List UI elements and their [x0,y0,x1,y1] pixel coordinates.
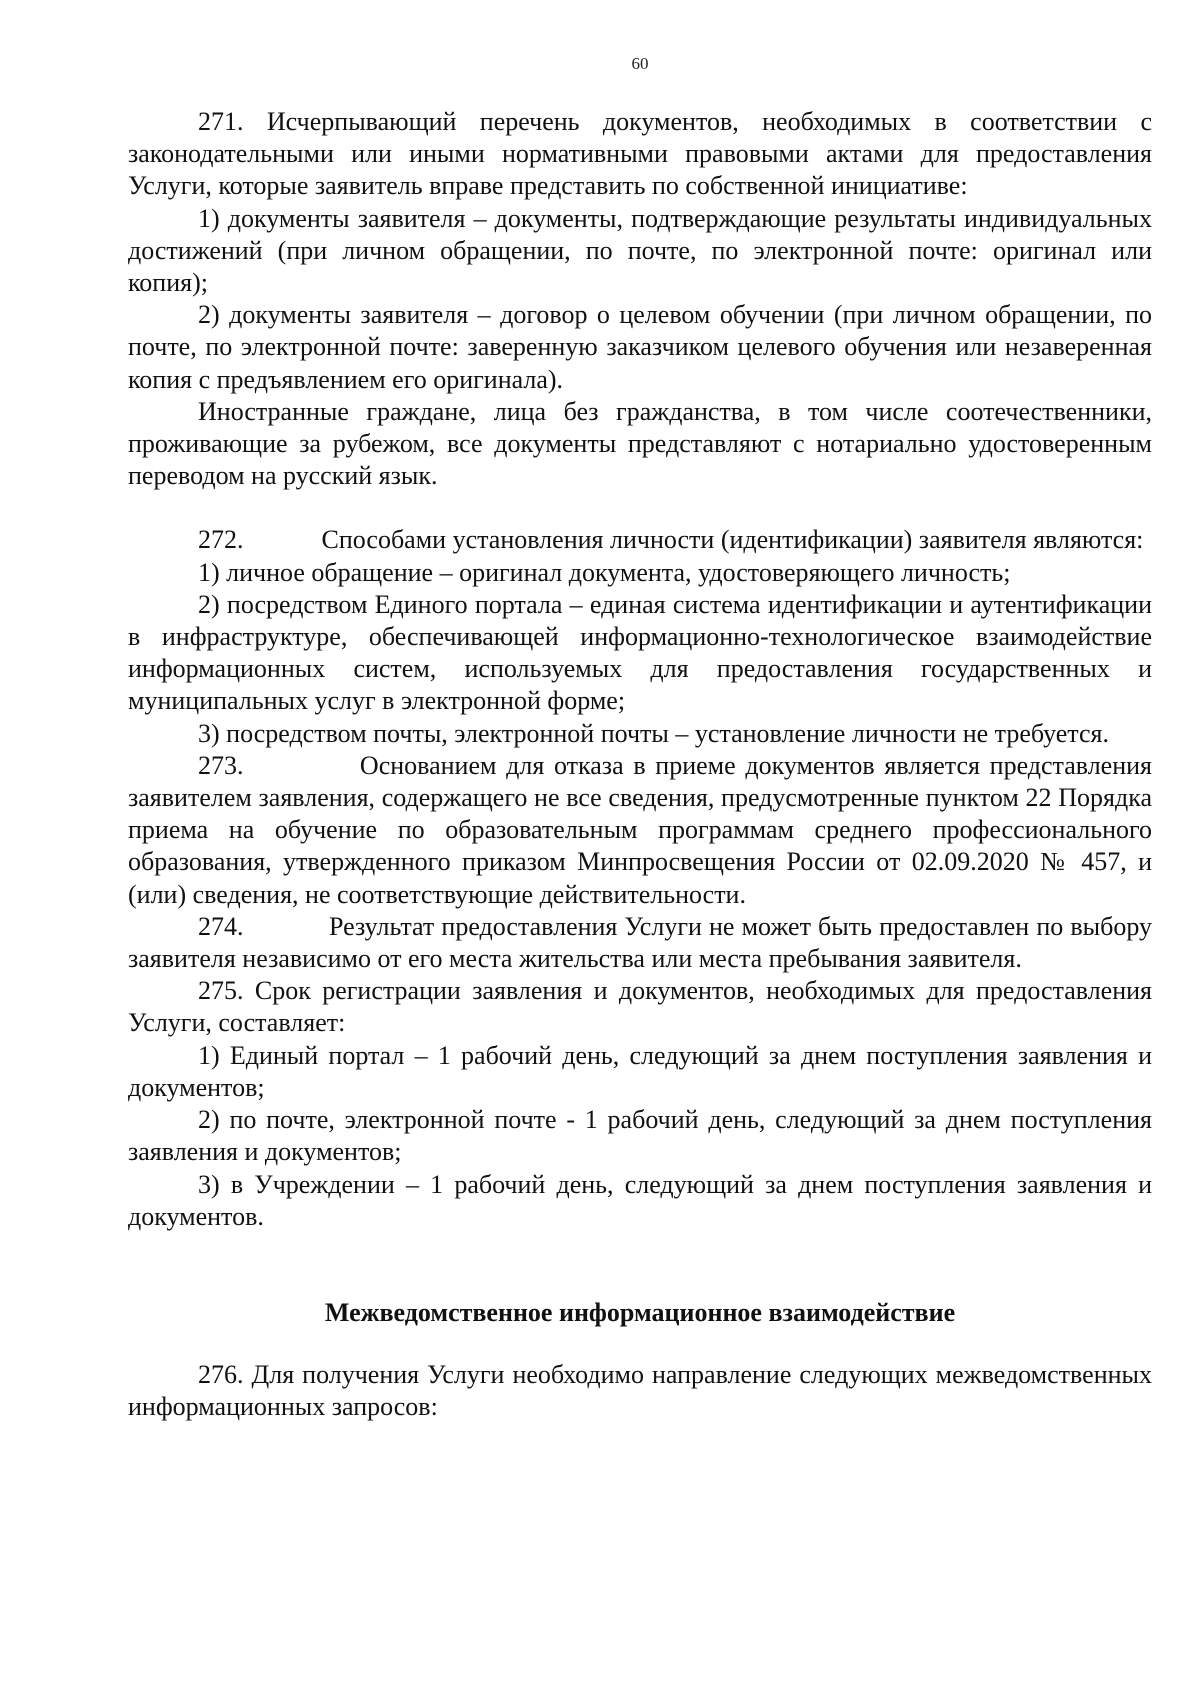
paragraph-273: 273. Основанием для отказа в приеме документов является представления заявителем заявления, содержащего не все сведения, предусмотренные пунктом 22 Порядка приема на обучение по образовательным программам среднего профессионального образования, утвержденного приказом Минпросвещения России от 02.09.2020 № 457, и (или) сведения, не соответствующие действительности. [128,750,1159,909]
paragraph-272-item-2: 2) посредством Единого портала – единая система идентификации и аутентификации в инфраструктуре, обеспечивающей информационно-технологическое взаимодействие информационных систем, используемых для предоставления государственных и муниципальных услуг в электронной форме; [128,589,1152,716]
paragraph-foreign-citizens: Иностранные граждане, лица без гражданства, в том числе соотечественники, проживающие за рубежом, все документы представляют с нотариально удостоверенным переводом на русский язык. [128,396,1152,491]
section-heading: Межведомственное информационное взаимодействие [324,1297,956,1327]
paragraph-272: 272. Способами установления личности (идентификации) заявителя являются: [198,525,1144,555]
page-number: 60 [631,54,649,73]
paragraph-275-item-1: 1) Единый портал – 1 рабочий день, следующий за днем поступления заявления и документов; [128,1040,1152,1102]
paragraph-271: 271. Исчерпывающий перечень документов, необходимых в соответствии с законодательными или иными нормативными правовыми актами для предоставления Услуги, которые заявитель вправе представить по собственной инициативе: [128,107,1152,201]
paragraph-271-item-2: 2) документы заявителя – договор о целевом обучении (при личном обращении, по почте, по электронной почте: заверенную заказчиком целевого обучения или незаверенная копия с предъявлением его оригинала). [128,300,1152,394]
paragraph-276: 276. Для получения Услуги необходимо направление следующих межведомственных информационных запросов: [128,1360,1152,1422]
paragraph-274: 274. Результат предоставления Услуги не может быть предоставлен по выбору заявителя независимо от его места жительства или места пребывания заявителя. [128,911,1159,974]
document-body [128,106,1159,1424]
paragraph-275: 275. Срок регистрации заявления и документов, необходимых для предоставления Услуги, составляет: [128,976,1152,1038]
paragraph-275-item-2: 2) по почте, электронной почте - 1 рабочий день, следующий за днем поступления заявления и документов; [128,1105,1152,1167]
paragraph-271-item-1: 1) документы заявителя – документы, подтверждающие результаты индивидуальных достижений (при личном обращении, по почте, по электронной почте: оригинал или копия); [128,203,1152,298]
paragraph-272-item-1: 1) личное обращение – оригинал документа, удостоверяющего личность; [198,557,1011,587]
paragraph-275-item-3: 3) в Учреждении – 1 рабочий день, следующий за днем поступления заявления и документов. [128,1169,1152,1231]
paragraph-272-item-3: 3) посредством почты, электронной почты – установление личности не требуется. [198,718,1109,748]
